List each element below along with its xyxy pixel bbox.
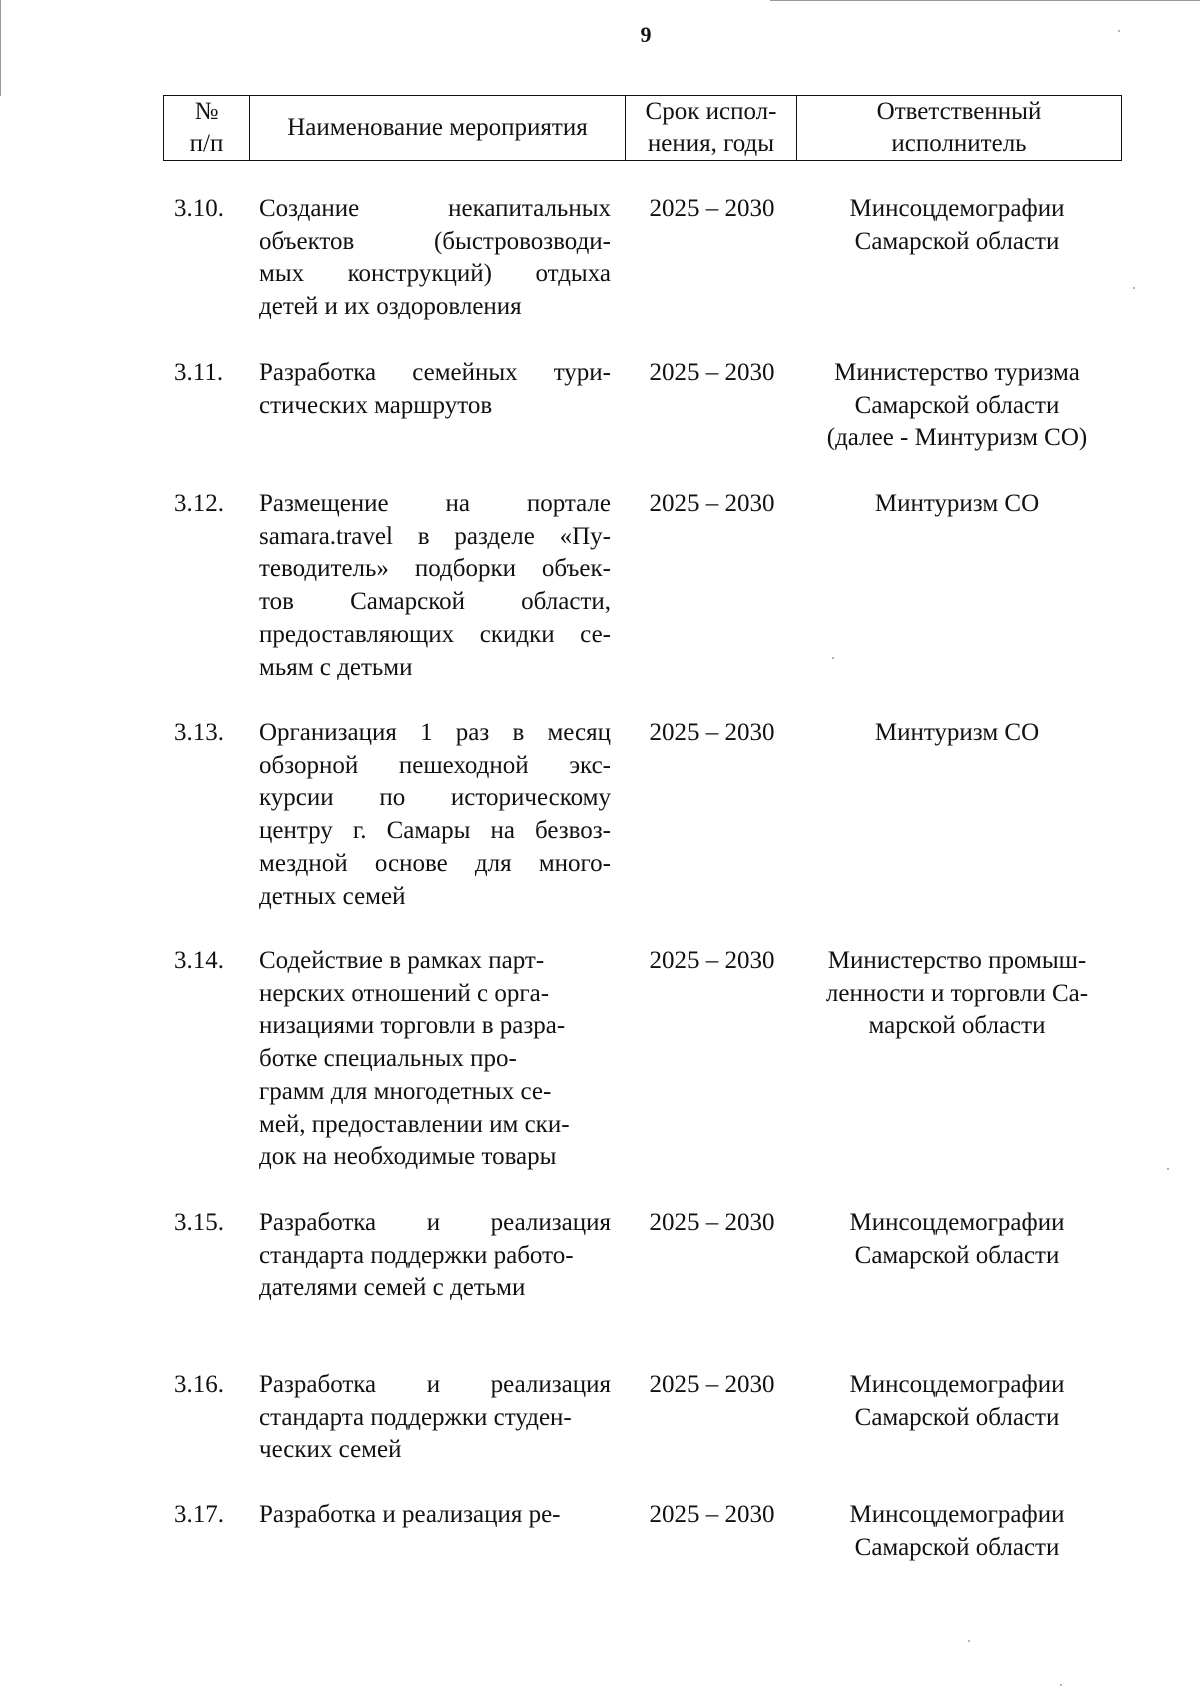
event-name xyxy=(259,357,611,422)
responsible-line: Самарской области xyxy=(854,391,1060,419)
event-name-line: предоставляющих скидки се- xyxy=(259,620,611,648)
header-resp xyxy=(797,96,1122,161)
event-name-line: Создание некапитальных xyxy=(259,195,611,222)
event-name-line: курсии по историческому xyxy=(259,784,611,812)
scan-speck xyxy=(1060,1684,1062,1686)
event-name xyxy=(259,488,611,684)
row-number: 3.12. xyxy=(174,490,224,517)
event-name xyxy=(259,945,611,1174)
scan-speck xyxy=(1118,30,1120,32)
event-name-line: детей и их оздоровления xyxy=(259,293,522,321)
event-name-line: объектов (быстровозводи- xyxy=(259,227,611,255)
term-years: 2025 – 2030 xyxy=(649,947,775,974)
header-num-line: № xyxy=(194,98,219,125)
term-years: 2025 – 2030 xyxy=(649,359,775,386)
event-name-line: мьям с детьми xyxy=(259,653,413,681)
responsible-line: Самарской области xyxy=(854,1533,1060,1561)
event-name-line: детных семей xyxy=(259,882,406,910)
event-name-line: обзорной пешеходной экс- xyxy=(259,751,611,779)
event-name-line: мей, предоставлении им ски- xyxy=(259,1110,570,1138)
event-name-line: Разработка семейных тури- xyxy=(259,359,611,386)
term-years: 2025 – 2030 xyxy=(649,1501,775,1528)
event-name-line: стандарта поддержки работо- xyxy=(259,1241,574,1269)
scan-speck xyxy=(1133,287,1135,289)
term-years: 2025 – 2030 xyxy=(649,1209,775,1236)
event-name-line: центру г. Самары на безвоз- xyxy=(259,817,611,845)
responsible-line: Минсоцдемографии xyxy=(849,1209,1065,1236)
responsible-line: Минсоцдемографии xyxy=(849,1371,1065,1398)
responsible-line: Минсоцдемографии xyxy=(849,1501,1065,1528)
responsible-line: Самарской области xyxy=(854,227,1060,255)
scan-speck xyxy=(968,1640,970,1642)
responsible-line: Министерство промыш- xyxy=(827,947,1087,974)
responsible-line: Минтуризм СО xyxy=(874,719,1040,746)
event-name-line: нерских отношений с орга- xyxy=(259,979,550,1007)
event-name-line: ботке специальных про- xyxy=(259,1045,517,1073)
row-number: 3.16. xyxy=(174,1371,224,1398)
header-resp-line: Ответственный xyxy=(876,98,1042,125)
header-num xyxy=(164,96,250,161)
term-years: 2025 – 2030 xyxy=(649,1371,775,1398)
row-number: 3.15. xyxy=(174,1209,224,1236)
responsible-line: Министерство туризма xyxy=(834,359,1080,386)
event-name-line: тов Самарской области, xyxy=(259,588,611,616)
responsible-executor xyxy=(796,1369,1118,1434)
responsible-line: марской области xyxy=(868,1012,1046,1040)
responsible-executor xyxy=(796,193,1118,258)
event-name-line: Содействие в рамках парт- xyxy=(259,947,545,974)
term-years: 2025 – 2030 xyxy=(649,195,775,222)
scan-edge-left xyxy=(0,0,1,96)
header-term-line: нения, годы xyxy=(647,130,775,157)
event-name xyxy=(259,1499,611,1532)
scan-speck xyxy=(1167,1168,1169,1170)
responsible-line: ленности и торговли Са- xyxy=(825,979,1089,1007)
term-years: 2025 – 2030 xyxy=(649,719,775,746)
header-name xyxy=(250,96,626,161)
event-name-line: теводитель» подборки объек- xyxy=(259,555,611,583)
scan-edge-top xyxy=(770,0,1200,1)
event-name-line: Организация 1 раз в месяц xyxy=(259,719,611,746)
event-name-line: Размещение на портале xyxy=(259,490,611,517)
event-name-line: samara.travel в разделе «Пу- xyxy=(259,522,611,550)
row-number: 3.17. xyxy=(174,1501,224,1528)
header-name-line: Наименование мероприятия xyxy=(287,114,588,141)
header-term xyxy=(626,96,797,161)
event-name-line: док на необходимые товары xyxy=(259,1143,557,1171)
event-name-line: стандарта поддержки студен- xyxy=(259,1403,572,1431)
responsible-executor xyxy=(796,945,1118,1043)
responsible-executor xyxy=(796,1207,1118,1272)
event-name xyxy=(259,193,611,324)
event-name-line: мых конструкций) отдыха xyxy=(259,260,611,288)
responsible-executor xyxy=(796,357,1118,455)
responsible-executor xyxy=(796,717,1118,750)
header-term-line: Срок испол- xyxy=(645,98,777,125)
event-name-line: Разработка и реализация xyxy=(259,1209,611,1236)
responsible-line: (далее - Минтуризм СО) xyxy=(826,424,1088,452)
row-number: 3.14. xyxy=(174,947,224,974)
event-name-line: дателями семей с детьми xyxy=(259,1274,526,1302)
term-years: 2025 – 2030 xyxy=(649,490,775,517)
table-header xyxy=(163,95,1122,161)
event-name-line: грамм для многодетных се- xyxy=(259,1077,552,1105)
row-number: 3.13. xyxy=(174,719,224,746)
responsible-line: Самарской области xyxy=(854,1403,1060,1431)
event-name-line: Разработка и реализация ре- xyxy=(259,1501,561,1528)
row-number: 3.11. xyxy=(174,359,224,386)
responsible-executor xyxy=(796,488,1118,521)
responsible-line: Самарской области xyxy=(854,1241,1060,1269)
responsible-line: Минсоцдемографии xyxy=(849,195,1065,222)
event-name xyxy=(259,717,611,913)
responsible-executor xyxy=(796,1499,1118,1564)
event-name-line: стических маршрутов xyxy=(259,391,493,419)
event-name-line: мездной основе для много- xyxy=(259,849,611,877)
header-resp-line: исполнитель xyxy=(891,130,1027,157)
event-name-line: ческих семей xyxy=(259,1436,402,1464)
header-num-line: п/п xyxy=(189,130,224,157)
row-number: 3.10. xyxy=(174,195,224,222)
responsible-line: Минтуризм СО xyxy=(874,490,1040,517)
event-name xyxy=(259,1207,611,1305)
event-name-line: Разработка и реализация xyxy=(259,1371,611,1398)
scan-speck xyxy=(832,657,834,659)
page-number: 9 xyxy=(640,22,652,47)
event-name-line: низациями торговли в разра- xyxy=(259,1012,566,1040)
event-name xyxy=(259,1369,611,1467)
